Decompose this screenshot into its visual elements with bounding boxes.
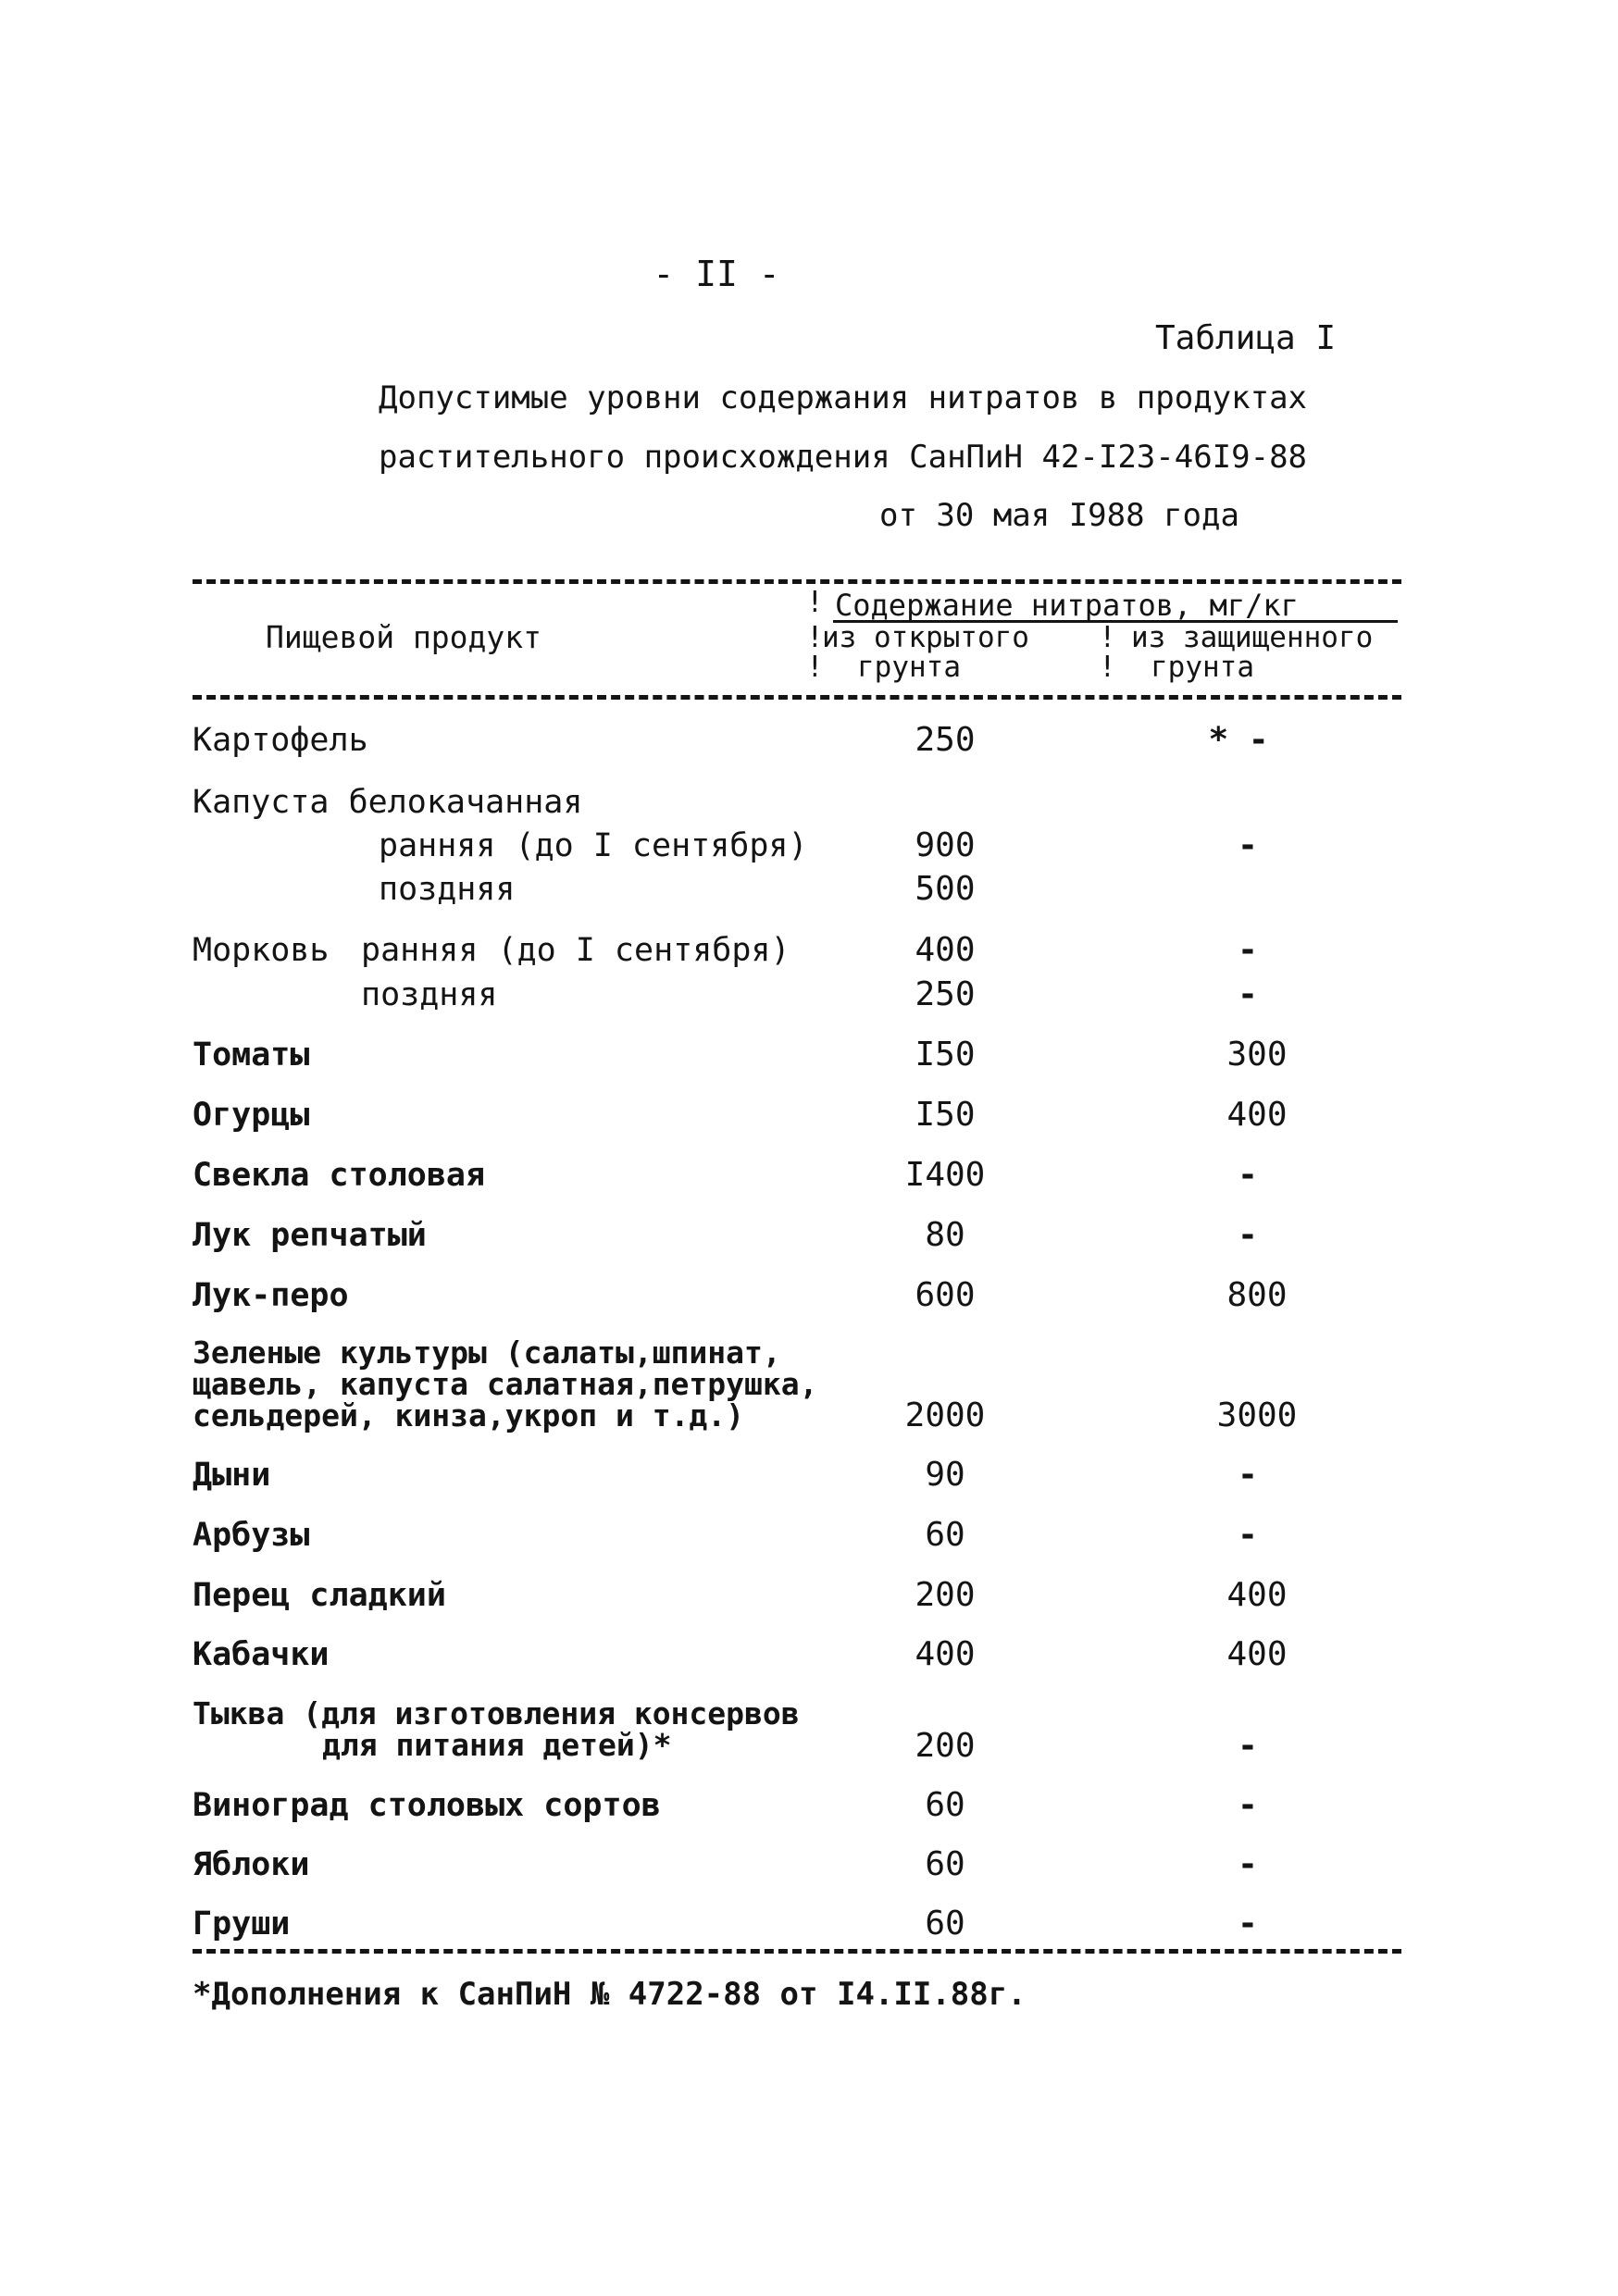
protected-ground-value: - xyxy=(1238,1727,1258,1765)
header-group-title: Содержание нитратов, мг/кг xyxy=(835,588,1299,623)
header-protected-ground-2: грунта xyxy=(1151,651,1254,684)
product-variety: ранняя (до I сентября) xyxy=(379,827,808,864)
header-bottom-rule xyxy=(193,695,1401,700)
protected-ground-value: - xyxy=(1238,826,1258,864)
protected-ground-value: - xyxy=(1238,1905,1258,1942)
product-name: Груши xyxy=(193,1905,291,1942)
open-ground-value: 200 xyxy=(915,1576,976,1614)
open-ground-value: 60 xyxy=(925,1905,965,1942)
open-ground-value: I50 xyxy=(915,1036,976,1074)
table-bottom-rule xyxy=(193,1949,1401,1954)
protected-ground-value: * - xyxy=(1208,721,1269,759)
protected-ground-value: - xyxy=(1238,931,1258,969)
protected-ground-value: 400 xyxy=(1226,1576,1288,1614)
product-name: Лук репчатый xyxy=(193,1217,427,1254)
protected-ground-value: 300 xyxy=(1226,1036,1288,1074)
open-ground-value: 60 xyxy=(925,1516,965,1554)
open-ground-value: 900 xyxy=(915,826,976,864)
product-name-continued: для питания детей)* xyxy=(322,1727,672,1763)
open-ground-value: 60 xyxy=(925,1786,965,1824)
product-name: Перец сладкий xyxy=(193,1577,446,1614)
protected-ground-value: 400 xyxy=(1226,1096,1288,1134)
open-ground-value: I400 xyxy=(904,1156,986,1194)
product-name: Яблоки xyxy=(193,1846,310,1883)
protected-ground-value: - xyxy=(1238,1845,1258,1883)
page-number: - II - xyxy=(653,254,780,294)
product-name: Картофель xyxy=(193,722,368,759)
open-ground-value: 500 xyxy=(915,870,976,908)
product-name: Огурцы xyxy=(193,1097,310,1134)
header-separator: ! xyxy=(1099,621,1116,654)
protected-ground-value: 800 xyxy=(1226,1276,1288,1314)
product-name: Свекла столовая xyxy=(193,1157,486,1194)
table-label: Таблица I xyxy=(1155,319,1337,357)
product-name: Морковь xyxy=(193,932,330,969)
table-caption-line3: от 30 мая I988 года xyxy=(879,497,1239,534)
open-ground-value: 2000 xyxy=(904,1396,986,1434)
product-name: Тыква (для изготовления консервов xyxy=(193,1695,800,1731)
product-name: Арбузы xyxy=(193,1517,310,1554)
open-ground-value: 60 xyxy=(925,1845,965,1883)
open-ground-value: 200 xyxy=(915,1727,976,1765)
product-name: Дыни xyxy=(193,1457,271,1494)
open-ground-value: 400 xyxy=(915,1635,976,1673)
product-name-continued: сельдерей, кинза,укроп и т.д.) xyxy=(193,1397,745,1433)
header-separator: ! xyxy=(806,651,824,684)
product-name-continued: щавель, капуста салатная,петрушка, xyxy=(193,1366,818,1402)
table-top-rule xyxy=(193,579,1401,584)
protected-ground-value: - xyxy=(1238,975,1258,1013)
protected-ground-value: 3000 xyxy=(1216,1396,1298,1434)
open-ground-value: I50 xyxy=(915,1096,976,1134)
protected-ground-value: - xyxy=(1238,1516,1258,1554)
product-variety: ранняя (до I сентября) xyxy=(361,932,790,969)
open-ground-value: 90 xyxy=(925,1456,965,1494)
table-caption-line2: растительного происхождения СанПиН 42-I23-46I9-88 xyxy=(379,439,1308,476)
header-separator: ! xyxy=(806,621,824,654)
table-caption-line1: Допустимые уровни содержания нитратов в продуктах xyxy=(379,379,1308,416)
footnote: *Дополнения к СанПиН № 4722-88 от I4.II.88г. xyxy=(193,1976,1027,2013)
product-variety: поздняя xyxy=(379,871,516,908)
product-name: Капуста белокачанная xyxy=(193,784,583,821)
open-ground-value: 80 xyxy=(925,1216,965,1254)
protected-ground-value: - xyxy=(1238,1786,1258,1824)
open-ground-value: 600 xyxy=(915,1276,976,1314)
header-open-ground-2: грунта xyxy=(857,651,961,684)
header-open-ground-1: из открытого xyxy=(822,621,1029,654)
header-protected-ground-1: из защищенного xyxy=(1131,621,1374,654)
open-ground-value: 400 xyxy=(915,931,976,969)
header-separator: ! xyxy=(1099,651,1116,684)
product-name: Кабачки xyxy=(193,1636,330,1673)
protected-ground-value: - xyxy=(1238,1456,1258,1494)
product-name: Томаты xyxy=(193,1036,310,1074)
product-name: Лук-перо xyxy=(193,1277,349,1314)
open-ground-value: 250 xyxy=(915,721,976,759)
header-separator: ! xyxy=(806,586,824,619)
protected-ground-value: 400 xyxy=(1226,1635,1288,1673)
protected-ground-value: - xyxy=(1238,1156,1258,1194)
open-ground-value: 250 xyxy=(915,975,976,1013)
product-name: Виноград столовых сортов xyxy=(193,1787,661,1824)
header-product: Пищевой продукт xyxy=(266,619,542,655)
protected-ground-value: - xyxy=(1238,1216,1258,1254)
product-variety: поздняя xyxy=(361,976,498,1013)
product-name: Зеленые культуры (салаты,шпинат, xyxy=(193,1334,781,1371)
